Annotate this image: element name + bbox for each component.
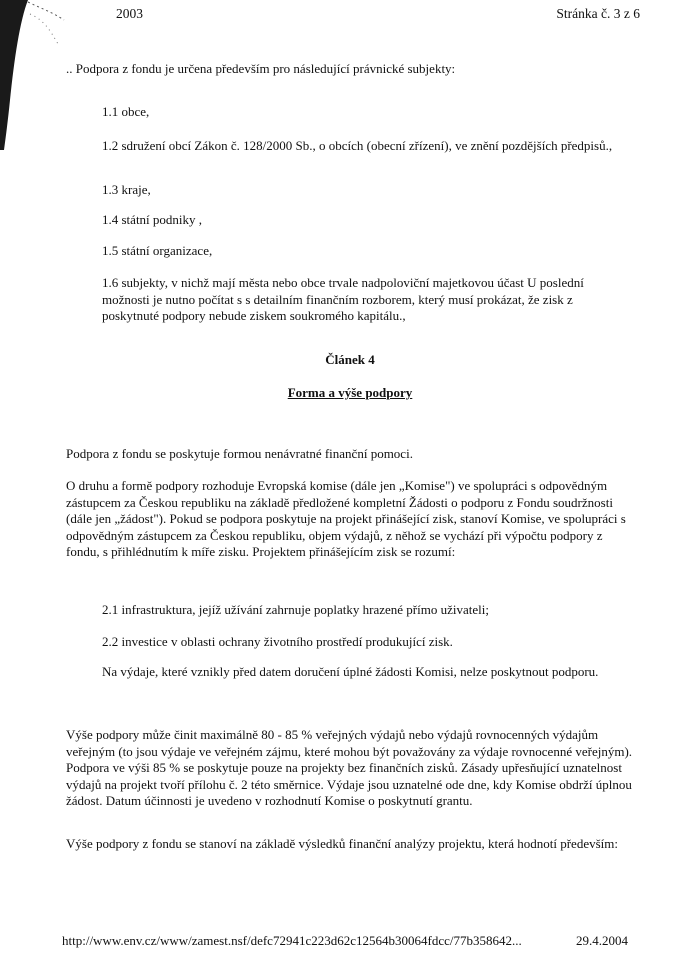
footer-date: 29.4.2004 xyxy=(576,933,628,948)
article-number: Článek 4 xyxy=(325,352,375,367)
subject-item: 1.5 státní organizace, xyxy=(102,243,213,258)
article-title: Forma a výše podpory xyxy=(287,385,413,400)
subject-item: 1.6 subjekty, v nichž mají města nebo obce trvale nadpoloviční majetkovou účast U poslední možnosti je nutno počítat s s detailním finančním rozborem, který musí prokázat, že zisk z poskytnuté podpory nebude ziskem soukromého kapitálu., xyxy=(102,275,584,323)
paragraph-analysis: Výše podpory z fondu se stanoví na základě výsledků finanční analýzy projektu, která hodnotí především: xyxy=(66,836,618,851)
intro-text: .. Podpora z fondu je určena především pro následující právnické subjekty: xyxy=(66,61,456,76)
paragraph-decision: O druhu a formě podpory rozhoduje Evropská komise (dále jen „Komise") ve spolupráci s odpovědným zástupcem za Českou republiku na základě předložené kompletní Žádosti o podporu z Fondu soudržnosti (dále jen „žádost"). Pokud se podpora poskytuje na projekt přinášející zisk, stanoví Komise, ve spolupráci s odpovědným zástupcem za Českou republiku, objem výdajů, z něhož se vychází při výpočtu podpory z fondu, s přihlédnutím k míře zisku. Projektem přinášejícím zisk se rozumí: xyxy=(66,478,626,559)
paragraph-note: Na výdaje, které vznikly před datem doručení úplné žádosti Komisi, nelze poskytnout podporu. xyxy=(102,664,599,679)
subject-item: 1.1 obce, xyxy=(102,104,150,119)
page-indicator: Stránka č. 3 z 6 xyxy=(556,6,640,21)
subject-item: 1.2 sdružení obcí Zákon č. 128/2000 Sb., o obcích (obecní zřízení), ve znění pozdějších předpisů., xyxy=(102,138,613,153)
profit-item: 2.2 investice v oblasti ochrany životního prostředí produkující zisk. xyxy=(102,634,453,649)
subject-item: 1.3 kraje, xyxy=(102,182,151,197)
paragraph-amount: Výše podpory může činit maximálně 80 - 85 % veřejných výdajů nebo výdajů rovnocenných výdajům veřejným (to jsou výdaje ve veřejném zájmu, které mohou být považovány za výdaje rovnocenné veřejným). Podpora ve výši 85 % se poskytuje pouze na projekty bez finančních zisků. Zásady upřesňující uznatelnost výdajů na projekt tvoří přílohu č. 2 této směrnice. Výdaje jsou uznatelné ode dne, kdy Komise obdrží úplnou žádost. Datum účinnosti je uvedeno v rozhodnutí Komise o poskytnutí grantu. xyxy=(66,727,633,808)
profit-item: 2.1 infrastruktura, jejíž užívání zahrnuje poplatky hrazené přímo uživateli; xyxy=(102,602,489,617)
subject-item: 1.4 státní podniky , xyxy=(102,212,203,227)
header-year: 2003 xyxy=(116,6,143,21)
footer-url[interactable]: http://www.env.cz/www/zamest.nsf/defc72941c223d62c12564b30064fdcc/77b358642... xyxy=(62,933,522,948)
paragraph-form: Podpora z fondu se poskytuje formou nenávratné finanční pomoci. xyxy=(66,446,413,461)
